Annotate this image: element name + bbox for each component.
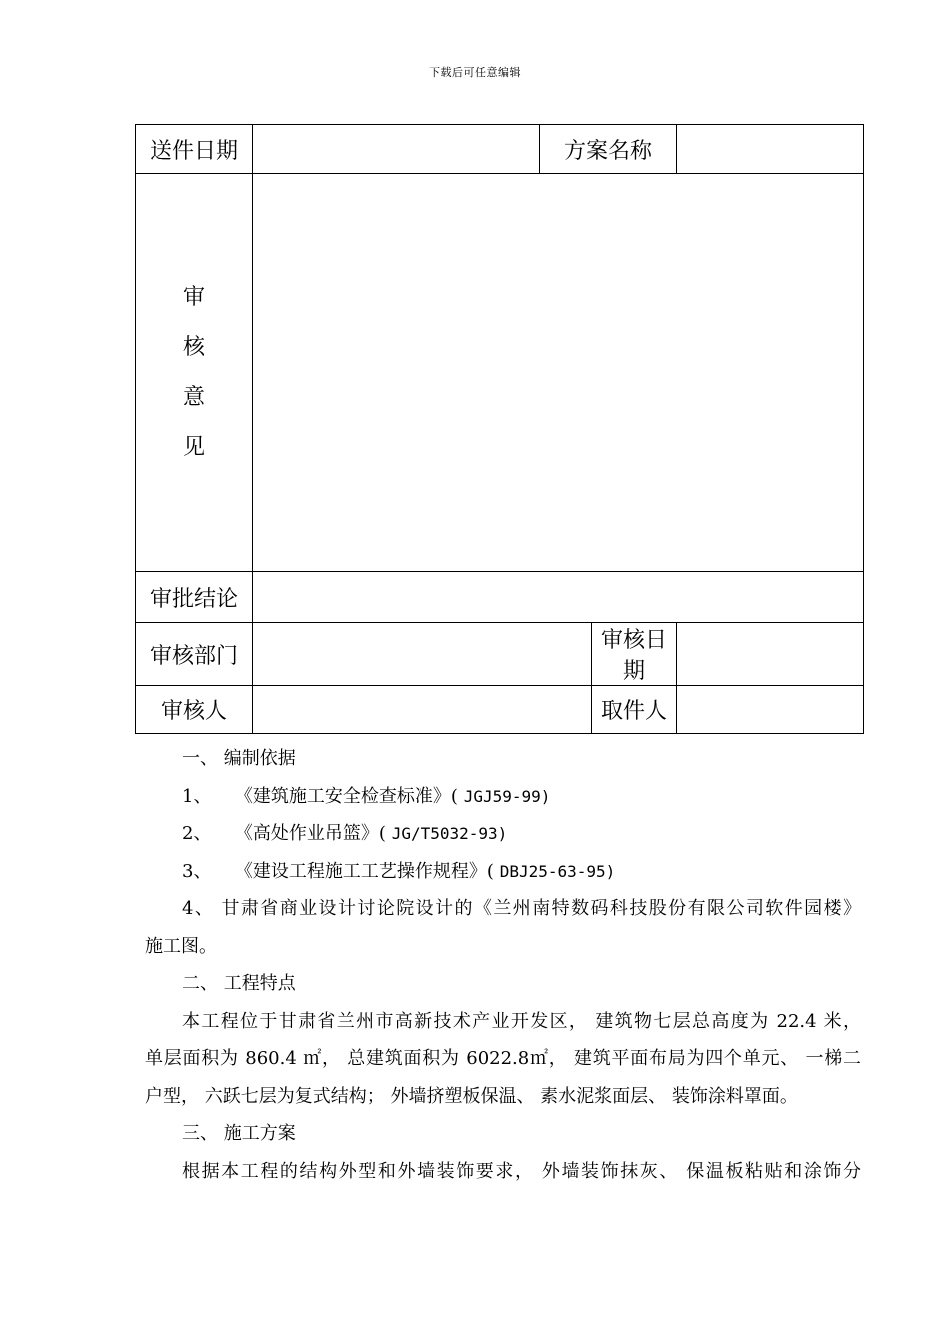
reference-code: DBJ25-63-95) bbox=[499, 861, 616, 881]
reviewer-field[interactable] bbox=[253, 686, 592, 734]
reference-item-1 bbox=[145, 778, 861, 816]
reference-number: 3、 bbox=[182, 860, 212, 882]
receiver-label: 取件人 bbox=[592, 686, 677, 734]
reference-code: JG/T5032-93) bbox=[391, 824, 508, 843]
reference-item-4-line-1: 4、 甘肃省商业设计讨论院设计的《兰州南特数码科技股份有限公司软件园楼》 bbox=[182, 898, 861, 919]
reference-title: 《建设工程施工工艺操作规程》( bbox=[234, 860, 494, 882]
approval-conclusion-field[interactable] bbox=[253, 572, 864, 623]
plan-paragraph-line-1: 根据本工程的结构外型和外墙装饰要求， 外墙装饰抹灰、 保温板粘贴和涂饰分 bbox=[182, 1160, 861, 1182]
reference-item-2 bbox=[145, 815, 861, 853]
reviewer-label: 审核人 bbox=[136, 686, 253, 734]
review-opinion-field[interactable] bbox=[253, 174, 864, 572]
reference-title: 《建筑施工安全检查标准》( bbox=[234, 785, 458, 807]
review-date-label: 审核日期 bbox=[592, 623, 677, 686]
review-opinion-char: 意 bbox=[182, 384, 205, 410]
reference-number: 1、 bbox=[182, 785, 212, 807]
features-paragraph-line-3: 户型， 六跃七层为复式结构； 外墙挤塑板保温、 素水泥浆面层、 装饰涂料罩面。 bbox=[145, 1085, 798, 1107]
features-paragraph-line-1: 本工程位于甘肃省兰州市高新技术产业开发区， 建筑物七层总高度为 22.4 米， bbox=[182, 1010, 861, 1032]
review-opinion-char: 核 bbox=[182, 334, 205, 360]
review-dept-field[interactable] bbox=[253, 623, 592, 686]
section-heading-plan: 三、 施工方案 bbox=[182, 1123, 296, 1144]
reference-title: 《高处作业吊篮》( bbox=[234, 823, 386, 844]
header-note: 下载后可任意编辑 bbox=[429, 66, 521, 79]
reference-item-4-line-2: 施工图。 bbox=[145, 935, 217, 957]
approval-conclusion-label: 审批结论 bbox=[136, 572, 253, 623]
submission-form-table bbox=[135, 124, 864, 734]
review-opinion-label bbox=[136, 174, 253, 572]
review-opinion-char: 见 bbox=[182, 434, 205, 460]
review-date-field[interactable] bbox=[677, 623, 864, 686]
section-heading-features: 二、 工程特点 bbox=[182, 973, 296, 994]
reference-item-3 bbox=[145, 853, 861, 891]
send-date-label: 送件日期 bbox=[136, 125, 253, 174]
receiver-field[interactable] bbox=[677, 686, 864, 734]
send-date-field[interactable] bbox=[253, 125, 540, 174]
reference-number: 2、 bbox=[182, 823, 212, 844]
plan-name-label: 方案名称 bbox=[540, 125, 677, 174]
features-paragraph-line-2: 单层面积为 860.4 ㎡， 总建筑面积为 6022.8㎡， 建筑平面布局为四个单元、 一梯二 bbox=[145, 1048, 861, 1069]
review-opinion-char: 审 bbox=[182, 284, 205, 310]
plan-name-field[interactable] bbox=[677, 125, 864, 174]
document-body bbox=[145, 740, 861, 1190]
reference-code: JGJ59-99) bbox=[463, 786, 551, 806]
review-dept-label: 审核部门 bbox=[136, 623, 253, 686]
section-heading-basis: 一、 编制依据 bbox=[182, 748, 296, 769]
